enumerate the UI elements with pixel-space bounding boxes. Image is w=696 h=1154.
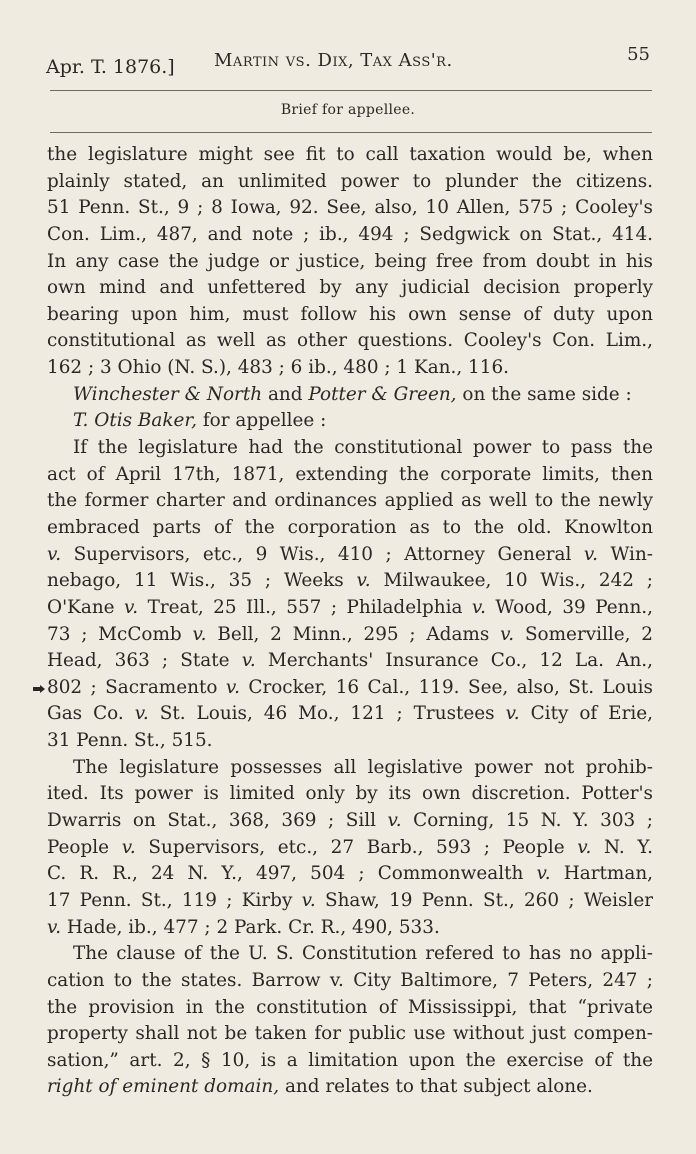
italic-text: v. <box>225 676 240 698</box>
italic-text: v. <box>47 543 62 565</box>
text-line: The clause of the U. S. Constitution refered to has no appli- <box>73 943 653 965</box>
text-run: and <box>262 383 309 405</box>
italic-text: v. <box>500 623 515 645</box>
case-title: Martin vs. Dix, Tax Ass'r. <box>214 50 453 71</box>
text-line: act of April 17th, 1871, extending the corporate limits, then <box>47 463 653 485</box>
text-run: Hartman, <box>550 863 653 885</box>
italic-text: v. <box>124 596 139 618</box>
italic-text: Winchester & North <box>73 383 263 405</box>
italic-text: v. <box>387 810 402 832</box>
text-run: Bell, 2 Minn., 295 ; Adams <box>206 623 501 645</box>
text-run: nebago, 11 Wis., 35 ; Weeks <box>47 570 357 592</box>
text-line <box>47 888 653 915</box>
term-label: Apr. T. 1876.] <box>46 56 175 78</box>
text-line: bearing upon him, must follow his own sense of duty upon <box>47 303 653 325</box>
text-run: St. Louis, 46 Mo., 121 ; Trustees <box>148 703 506 725</box>
italic-text: v. <box>356 570 371 592</box>
text-line <box>47 622 653 649</box>
text-run: Dwarris on Stat., 368, 369 ; Sill <box>47 810 388 832</box>
text-run: N. Y. <box>591 836 653 858</box>
text-line <box>47 408 653 435</box>
text-run: C. R. R., 24 N. Y., 497, 504 ; Commonwealth <box>47 863 537 885</box>
text-run: Gas Co. <box>47 703 135 725</box>
text-line: In any case the judge or justice, being free from doubt in his <box>47 250 653 272</box>
italic-text: v. <box>505 703 520 725</box>
text-line: Con. Lim., 487, and note ; ib., 494 ; Sedgwick on Stat., 414. <box>47 223 653 245</box>
text-run: Head, 363 ; State <box>47 650 242 672</box>
text-line <box>47 675 653 702</box>
text-line: If the legislature had the constitutional power to pass the <box>73 437 653 459</box>
text-line <box>47 808 653 835</box>
page-number: 55 <box>627 44 650 65</box>
text-line: embraced parts of the corporation as to the old. Knowlton <box>47 516 653 538</box>
header-rule <box>50 90 652 91</box>
text-run: Supervisors, etc., 27 Barb., 593 ; People <box>135 836 578 858</box>
text-run: Wood, 39 Penn., <box>485 596 653 618</box>
text-line: ited. Its power is limited only by its own discretion. Potter's <box>47 783 653 805</box>
body-text <box>47 142 653 1101</box>
text-line: own mind and unfettered by any judicial decision properly <box>47 277 653 299</box>
text-run: O'Kane <box>47 596 125 618</box>
text-run: for appellee : <box>197 410 327 432</box>
text-line: constitutional as well as other questions. Cooley's Con. Lim., <box>47 330 653 352</box>
text-line: 162 ; 3 Ohio (N. S.), 483 ; 6 ib., 480 ; 1 Kan., 116. <box>47 357 509 379</box>
text-line: 51 Penn. St., 9 ; 8 Iowa, 92. See, also, 10 Allen, 575 ; Cooley's <box>47 197 653 219</box>
italic-text: v. <box>583 543 598 565</box>
text-run: 73 ; McComb <box>47 623 193 645</box>
text-line: property shall not be taken for public use without just compen- <box>47 1023 653 1045</box>
text-line <box>47 915 653 942</box>
italic-text: Potter & Green, <box>308 383 457 405</box>
text-line <box>47 382 653 409</box>
text-run: Somerville, 2 <box>514 623 653 645</box>
text-run: Crocker, 16 Cal., 119. See, also, St. Louis <box>239 676 653 698</box>
text-run: Milwaukee, 10 Wis., 242 ; <box>370 570 653 592</box>
text-line <box>47 701 653 728</box>
text-run: Win- <box>597 543 653 565</box>
italic-text: v. <box>301 889 316 911</box>
italic-text: v. <box>241 650 256 672</box>
text-line <box>47 595 653 622</box>
italic-text: T. Otis Baker, <box>73 410 198 432</box>
italic-text: v. <box>192 623 207 645</box>
text-run: City of Erie, <box>519 703 653 725</box>
text-run: Supervisors, etc., 9 Wis., 410 ; Attorney General <box>61 543 584 565</box>
text-run: Shaw, 19 Penn. St., 260 ; Weisler <box>315 889 653 911</box>
text-run: People <box>47 836 122 858</box>
italic-text: v. <box>577 836 592 858</box>
text-line: the legislature might see fit to call taxation would be, when <box>47 144 653 165</box>
italic-text: v. <box>47 916 62 938</box>
italic-text: right of eminent domain, <box>47 1076 280 1098</box>
italic-text: v. <box>121 836 136 858</box>
text-line <box>47 861 653 888</box>
italic-text: v. <box>536 863 551 885</box>
text-run: on the same side : <box>456 383 632 405</box>
subheader-rule <box>50 132 652 133</box>
text-line: the provision in the constitution of Mississippi, that “private <box>47 996 653 1018</box>
text-line: The legislature possesses all legislative power not prohib- <box>73 756 653 778</box>
italic-text: v. <box>471 596 486 618</box>
text-run: and relates to that subject alone. <box>279 1076 593 1098</box>
text-line: cation to the states. Barrow v. City Baltimore, 7 Peters, 247 ; <box>47 969 653 991</box>
italic-text: v. <box>134 703 149 725</box>
pointing-hand-icon <box>33 684 45 694</box>
text-run: Corning, 15 N. Y. 303 ; <box>401 810 653 832</box>
text-run: Merchants' Insurance Co., 12 La. An., <box>255 650 653 672</box>
running-header <box>46 44 658 80</box>
text-run: Hade, ib., 477 ; 2 Park. Cr. R., 490, 533. <box>61 916 440 938</box>
text-run: 17 Penn. St., 119 ; Kirby <box>47 889 302 911</box>
text-line: sation,” art. 2, § 10, is a limitation upon the exercise of the <box>47 1049 653 1071</box>
text-line: 31 Penn. St., 515. <box>47 730 213 752</box>
text-line: plainly stated, an unlimited power to plunder the citizens. <box>47 170 653 192</box>
text-line <box>47 1074 653 1101</box>
text-run: 802 ; Sacramento <box>47 676 226 698</box>
text-line <box>47 835 653 862</box>
text-run: Treat, 25 Ill., 557 ; Philadelphia <box>138 596 472 618</box>
section-subheader: Brief for appellee. <box>280 102 416 118</box>
text-line: the former charter and ordinances applied as well to the newly <box>47 490 653 512</box>
text-line <box>47 648 653 675</box>
text-line <box>47 568 653 595</box>
text-line <box>47 542 653 569</box>
